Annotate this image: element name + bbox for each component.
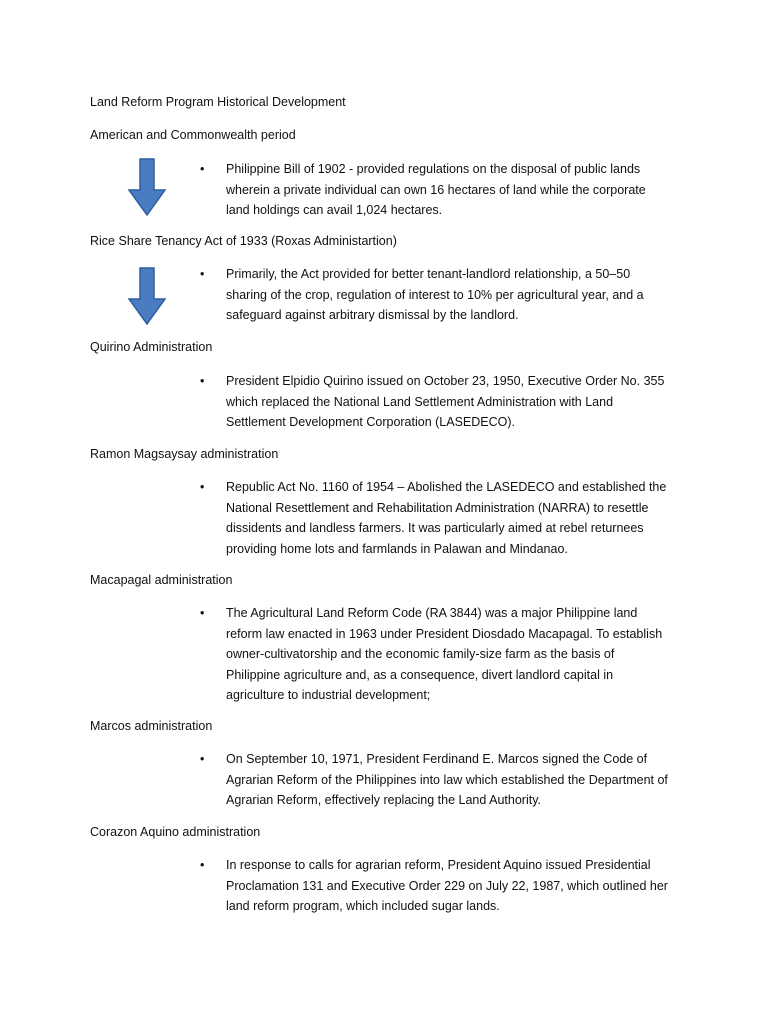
bullet-text: Philippine Bill of 1902 - provided regulations on the disposal of public lands wherein a private individual can own 16 hectares of land while the corporate land holdings can avail 1,024 hectares. (226, 162, 646, 217)
bullet-icon: • (200, 267, 205, 281)
bullet-text: In response to calls for agrarian reform, President Aquino issued Presidential Proclamation 131 and Executive Order 229 on July 22, 1987, which outlined her land reform program, which included sugar lands. (226, 858, 668, 913)
section-heading-aquino: Corazon Aquino administration (90, 825, 261, 839)
bullet-icon: • (200, 752, 205, 766)
down-arrow-icon (127, 158, 167, 216)
document-title: Land Reform Program Historical Development (90, 95, 346, 109)
section-heading-magsaysay: Ramon Magsaysay administration (90, 447, 279, 461)
section-heading-marcos: Marcos administration (90, 719, 213, 733)
bullet-icon: • (200, 374, 205, 388)
bullet-icon: • (200, 606, 205, 620)
section-heading-american-commonwealth: American and Commonwealth period (90, 128, 296, 142)
section-heading-rice-share-tenancy: Rice Share Tenancy Act of 1933 (Roxas Administartion) (90, 234, 397, 248)
bullet-text: The Agricultural Land Reform Code (RA 3844) was a major Philippine land reform law enacted in 1963 under President Diosdado Macapagal. To establish owner-cultivatorship and the economic family-size farm as the basis of Philippine agriculture and, as a consequence, divert landlord capital in agriculture to industrial development; (226, 606, 663, 702)
bullet-text: Primarily, the Act provided for better tenant-landlord relationship, a 50–50 sharing of the crop, regulation of interest to 10% per agricultural year, and a safeguard against arbitrary dismissal by the landlord. (226, 267, 644, 322)
bullet-text: President Elpidio Quirino issued on October 23, 1950, Executive Order No. 355 which replaced the National Land Settlement Administration with Land Settlement Development Corporation (LASEDECO). (226, 374, 665, 429)
bullet-icon: • (200, 480, 205, 494)
bullet-icon: • (200, 858, 205, 872)
section-heading-macapagal: Macapagal administration (90, 573, 233, 587)
down-arrow-icon (127, 267, 167, 325)
bullet-icon: • (200, 162, 205, 176)
bullet-text: Republic Act No. 1160 of 1954 – Abolished the LASEDECO and established the National Resettlement and Rehabilitation Administration (NARRA) to resettle dissidents and landless farmers. It was particularly aimed at rebel returnees providing home lots and farmlands in Palawan and Mindanao. (226, 480, 667, 556)
bullet-text: On September 10, 1971, President Ferdinand E. Marcos signed the Code of Agrarian Reform of the Philippines into law which established the Department of Agrarian Reform, effectively replacing the Land Authority. (226, 752, 668, 807)
section-heading-quirino: Quirino Administration (90, 340, 213, 354)
